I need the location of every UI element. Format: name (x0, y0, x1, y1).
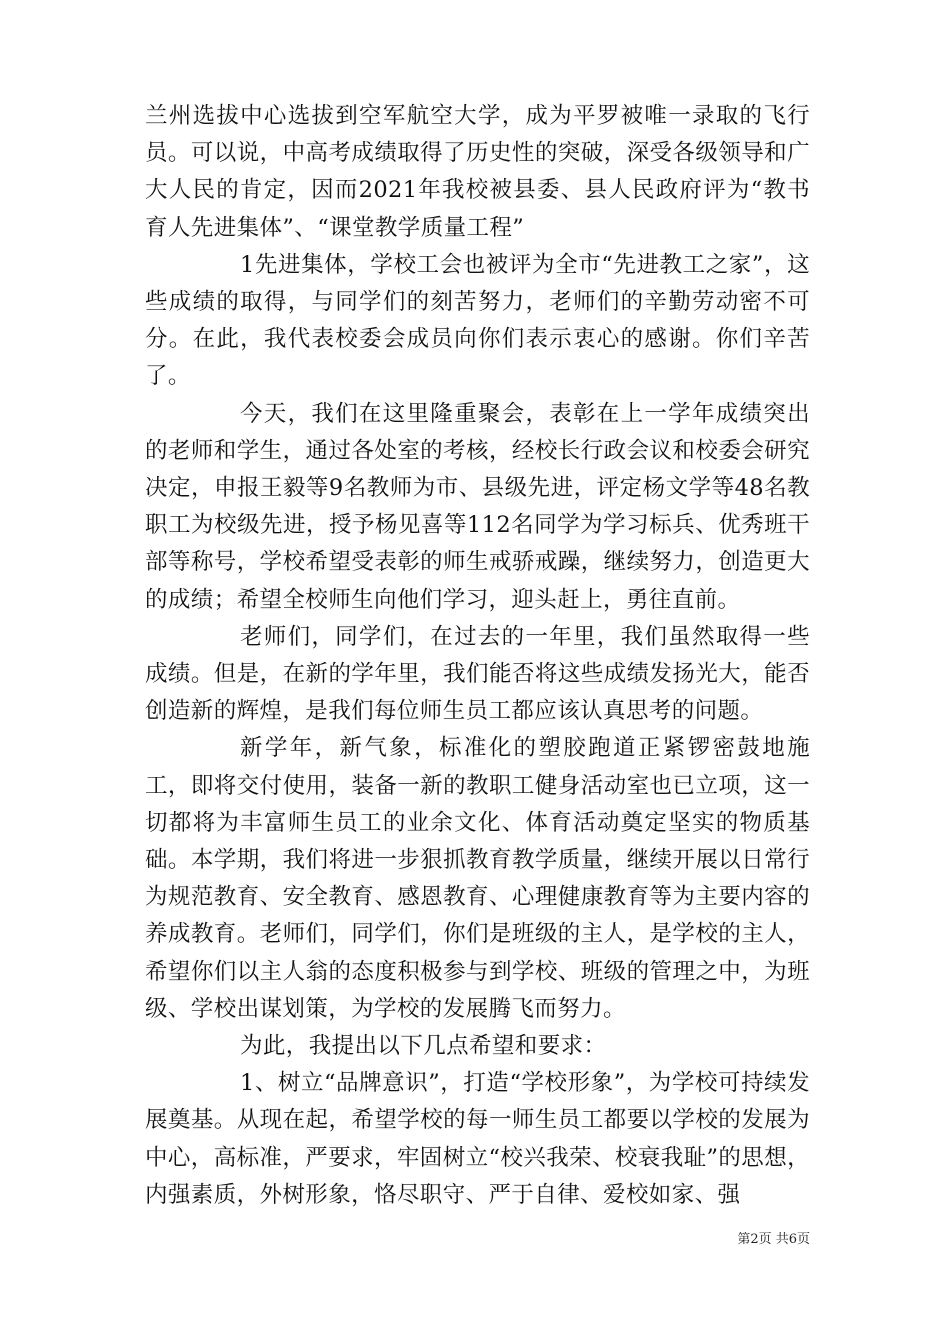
paragraph-7: 1、树立“品牌意识”，打造“学校形象”，为学校可持续发展奠基。从现在起，希望学校的每一师生员工都要以学校的发展为中心，高标准，严要求，牢固树立“校兴我荣、校衰我耻”的思想，内强素质，外树形象，恪尽职守、严于自律、爱校如家、强 (145, 1070, 811, 1208)
paragraph-4: 老师们，同学们，在过去的一年里，我们虽然取得一些成绩。但是，在新的学年里，我们能否将这些成绩发扬光大，能否创造新的辉煌，是我们每位师生员工都应该认真思考的问题。 (145, 623, 810, 725)
page-number-footer: 第2页 共6页 (737, 1232, 810, 1247)
paragraph-3: 今天，我们在这里隆重聚会，表彰在上一学年成绩突出的老师和学生，通过各处室的考核，经校长行政会议和校委会研究决定，申报王毅等9名教师为市、县级先进，评定杨文学等48名教职工为校级先进，授予杨见喜等112名同学为学习标兵、优秀班干部等称号，学校希望受表彰的师生戒骄戒躁，继续努力，创造更大的成绩；希望全校师生向他们学习，迎头赶上，勇往直前。 (145, 400, 810, 613)
paragraph-2: 1先进集体，学校工会也被评为全市“先进教工之家”，这些成绩的取得，与同学们的刻苦努力，老师们的辛勤劳动密不可分。在此，我代表校委会成员向你们表示衷心的感谢。你们辛苦了。 (145, 251, 810, 390)
paragraph-5: 新学年，新气象，标准化的塑胶跑道正紧锣密鼓地施工，即将交付使用，装备一新的教职工健身活动室也已立项，这一切都将为丰富师生员工的业余文化、体育活动奠定坚实的物质基础。本学期，我们将进一步狠抓教育教学质量，继续开展以日常行为规范教育、安全教育、感恩教育、心理健康教育等为主要内容的养成教育。老师们，同学们，你们是班级的主人，是学校的主人，希望你们以主人翁的态度积极参与到学校、班级的管理之中，为班级、学校出谋划策，为学校的发展腾飞而努力。 (145, 735, 810, 1022)
paragraph-1: 兰州选拔中心选拔到空军航空大学，成为平罗被唯一录取的飞行员。可以说，中高考成绩取得了历史性的突破，深受各级领导和广大人民的肯定，因而2021年我校被县委、县人民政府评为“教书育人先进集体”、“课堂教学质量工程” (145, 103, 810, 241)
paragraph-6: 为此，我提出以下几点希望和要求： (240, 1033, 607, 1060)
document-body (145, 98, 810, 1214)
